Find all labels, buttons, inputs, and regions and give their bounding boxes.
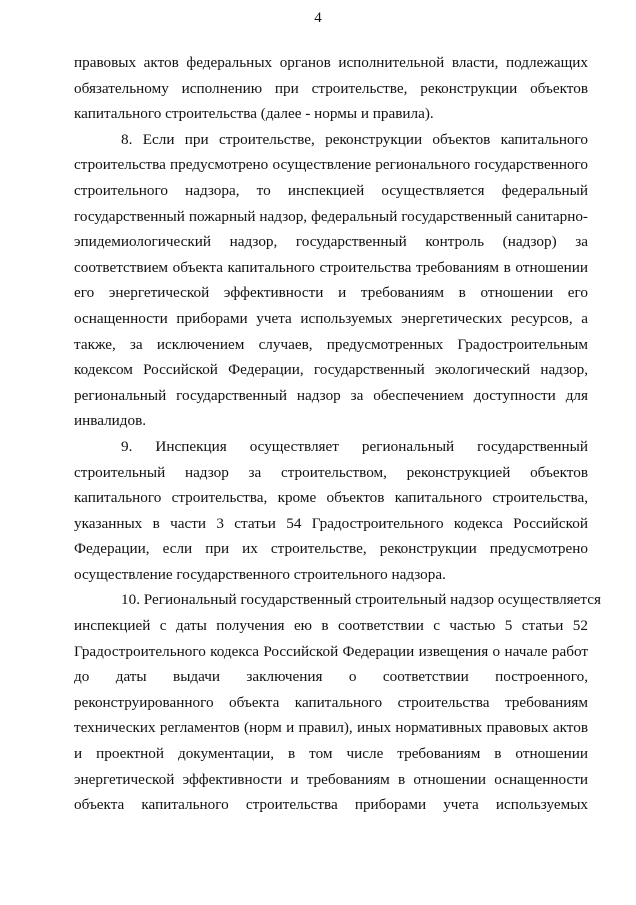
text-line: до даты выдачи заключения о соответствии построенного, bbox=[74, 668, 588, 686]
text-line: строительного надзора, то инспекцией осуществляется федеральный bbox=[74, 181, 588, 199]
text-line: соответствием объекта капитального строительства требованиям в отношении bbox=[74, 258, 588, 276]
text-line: инвалидов. bbox=[74, 412, 147, 430]
text-line: правовых актов федеральных органов исполнительной власти, подлежащих bbox=[74, 54, 588, 71]
text-line: осуществление государственного строительного надзора. bbox=[74, 565, 446, 583]
text-line: его энергетической эффективности и требованиям в отношении его bbox=[74, 284, 588, 302]
text-line: реконструированного объекта капитального строительства требованиям bbox=[74, 693, 588, 711]
text-line: строительный надзор за строительством, реконструкцией объектов bbox=[74, 463, 588, 481]
paragraph-9 bbox=[74, 434, 588, 588]
text-line: капитального строительства, кроме объектов капитального строительства, bbox=[74, 489, 588, 507]
text-line: обязательному исполнению при строительстве, реконструкции объектов bbox=[74, 79, 588, 97]
text-line: Градостроительного кодекса Российской Федерации извещения о начале работ bbox=[74, 642, 588, 660]
paragraph-8 bbox=[74, 127, 588, 434]
page-number: 4 bbox=[314, 10, 322, 26]
text-line: указанных в части 3 статьи 54 Градостроительного кодекса Российской bbox=[74, 514, 588, 532]
text-line: государственный пожарный надзор, федеральный государственный санитарно- bbox=[74, 207, 588, 225]
paragraph-10 bbox=[74, 587, 601, 817]
text-line: также, за исключением случаев, предусмотренных Градостроительным bbox=[74, 335, 588, 353]
text-line: капитального строительства (далее - нормы и правила). bbox=[74, 105, 434, 123]
text-line: 9. Инспекция осуществляет региональный государственный bbox=[121, 437, 588, 455]
document-body bbox=[74, 50, 601, 818]
paragraph-continuation bbox=[74, 50, 588, 127]
text-line: 8. Если при строительстве, реконструкции объектов капитального bbox=[121, 130, 588, 148]
text-line: 10. Региональный государственный строительный надзор осуществляется bbox=[121, 591, 601, 609]
text-line: оснащенности приборами учета используемых энергетических ресурсов, а bbox=[74, 309, 588, 327]
text-line: объекта капитального строительства приборами учета используемых bbox=[74, 796, 588, 814]
text-line: технических регламентов (норм и правил), иных нормативных правовых актов bbox=[74, 719, 588, 737]
text-line: эпидемиологический надзор, государственный контроль (надзор) за bbox=[74, 233, 588, 251]
text-line: кодексом Российской Федерации, государственный экологический надзор, bbox=[74, 361, 588, 379]
text-line: и проектной документации, в том числе требованиям в отношении bbox=[74, 745, 588, 763]
text-line: инспекцией с даты получения ею в соответствии с частью 5 статьи 52 bbox=[74, 617, 588, 635]
text-line: энергетической эффективности и требованиям в отношении оснащенности bbox=[74, 770, 588, 788]
text-line: строительства предусмотрено осуществление регионального государственного bbox=[74, 156, 588, 174]
text-line: Федерации, если при их строительстве, реконструкции предусмотрено bbox=[74, 540, 588, 558]
text-line: региональный государственный надзор за обеспечением доступности для bbox=[74, 386, 588, 404]
